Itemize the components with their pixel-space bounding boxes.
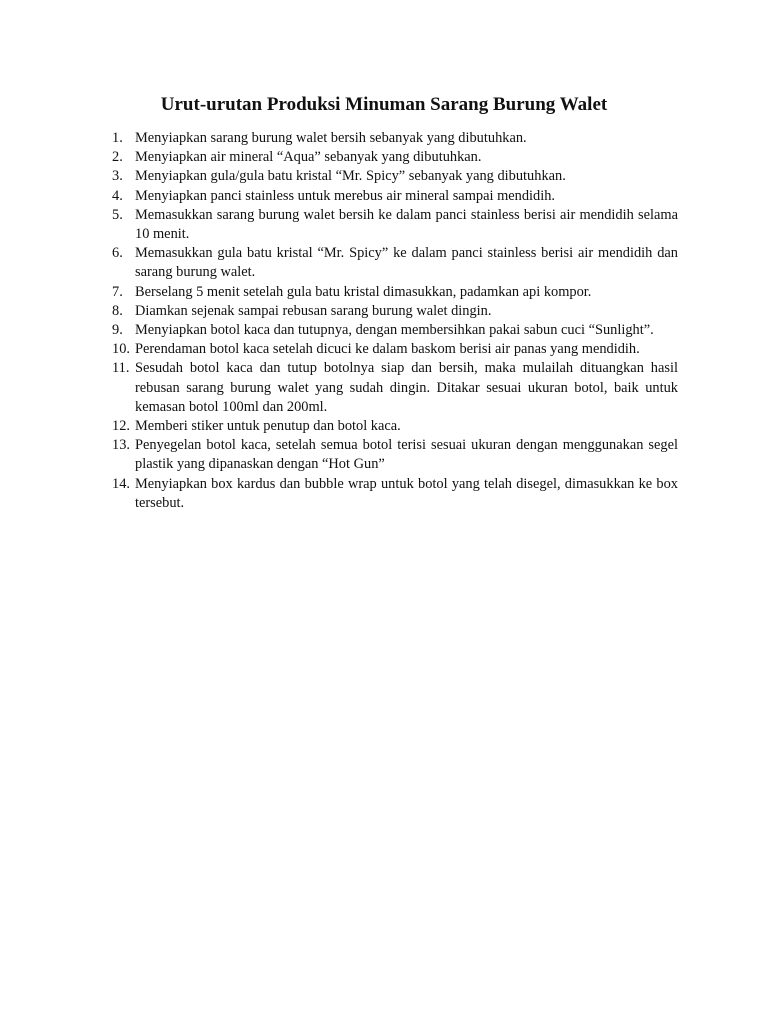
steps-list (112, 129, 678, 513)
list-item (112, 302, 678, 321)
step-number: 11. (112, 360, 130, 377)
step-number: 12. (112, 418, 130, 435)
step-number: 3. (112, 168, 123, 185)
document-title: Urut-urutan Produksi Minuman Sarang Burung Walet (160, 94, 608, 115)
list-item (112, 283, 678, 302)
step-number: 5. (112, 206, 123, 223)
step-text: Menyiapkan panci stainless untuk merebus air mineral sampai mendidih. (135, 187, 556, 204)
list-item (112, 340, 678, 359)
step-text: Menyiapkan air mineral “Aqua” sebanyak yang dibutuhkan. (135, 149, 482, 166)
step-number: 10. (112, 341, 130, 358)
step-text: Penyegelan botol kaca, setelah semua botol terisi sesuai ukuran dengan menggunakan segel plastik yang dipanaskan dengan “Hot Gun” (135, 437, 678, 473)
step-number: 14. (112, 475, 130, 492)
step-text: Memberi stiker untuk penutup dan botol kaca. (135, 418, 401, 435)
step-text: Diamkan sejenak sampai rebusan sarang burung walet dingin. (135, 302, 492, 319)
list-item (112, 359, 678, 417)
step-number: 8. (112, 302, 123, 319)
list-item (112, 206, 678, 244)
step-text: Memasukkan gula batu kristal “Mr. Spicy” ke dalam panci stainless berisi air mendidih dan sarang burung walet. (135, 245, 678, 281)
step-text: Menyiapkan box kardus dan bubble wrap untuk botol yang telah disegel, dimasukkan ke box tersebut. (135, 475, 678, 511)
step-text: Memasukkan sarang burung walet bersih ke dalam panci stainless berisi air mendidih selama 10 menit. (135, 206, 678, 243)
step-number: 4. (112, 187, 123, 204)
list-item (112, 321, 678, 340)
step-text: Menyiapkan gula/gula batu kristal “Mr. Spicy” sebanyak yang dibutuhkan. (135, 168, 566, 185)
step-number: 1. (112, 130, 123, 146)
step-number: 13. (112, 437, 130, 454)
list-item (112, 475, 678, 513)
list-item (112, 244, 678, 282)
step-text: Perendaman botol kaca setelah dicuci ke dalam baskom berisi air panas yang mendidih. (135, 341, 640, 358)
list-item (112, 436, 678, 474)
step-number: 9. (112, 322, 123, 339)
list-item (112, 129, 678, 148)
step-number: 2. (112, 149, 123, 166)
list-item (112, 187, 678, 206)
step-text: Menyiapkan sarang burung walet bersih sebanyak yang dibutuhkan. (135, 130, 527, 146)
step-text: Berselang 5 menit setelah gula batu kristal dimasukkan, padamkan api kompor. (135, 283, 592, 300)
step-text: Menyiapkan botol kaca dan tutupnya, dengan membersihkan pakai sabun cuci “Sunlight”. (135, 322, 654, 339)
step-text: Sesudah botol kaca dan tutup botolnya siap dan bersih, maka mulailah dituangkan hasil rebusan sarang burung walet yang sudah dingin. Ditakar sesuai ukuran botol, baik untuk kemasan botol 100ml dan 200ml. (135, 360, 678, 415)
list-item (112, 417, 678, 436)
list-item (112, 167, 678, 186)
step-number: 6. (112, 245, 123, 262)
step-number: 7. (112, 283, 123, 300)
list-item (112, 148, 678, 167)
